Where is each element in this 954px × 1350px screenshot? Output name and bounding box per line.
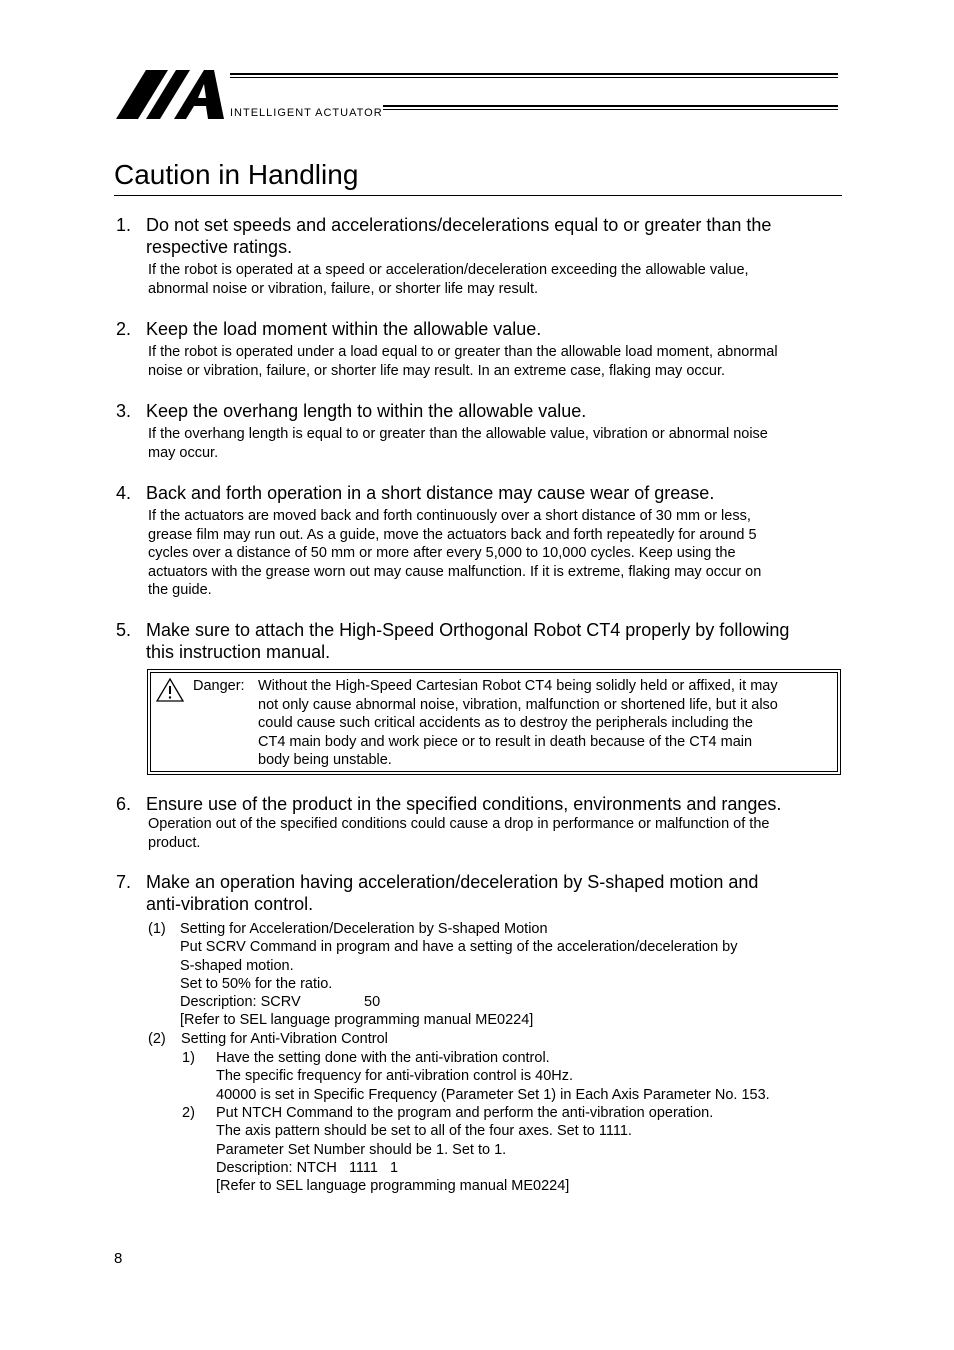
item-number: 6. <box>116 794 132 814</box>
item-number: 3. <box>116 401 132 421</box>
sub-item-1 <box>180 920 840 1030</box>
body-line: Operation out of the specified conditions could cause a drop in performance or malfunction of the <box>148 816 770 832</box>
warning-triangle-icon <box>155 677 185 703</box>
caution-item-7 <box>114 871 844 915</box>
danger-box <box>147 669 841 775</box>
body-line: the guide. <box>148 582 212 598</box>
heading-line: this instruction manual. <box>146 642 331 662</box>
danger-text <box>258 677 838 770</box>
page-header <box>0 0 954 130</box>
item-number: 2. <box>116 319 132 339</box>
item-heading <box>114 400 844 422</box>
body-line: noise or vibration, failure, or shorter life may result. In an extreme case, flaking may occur. <box>148 362 726 379</box>
sub-item-title: Setting for Acceleration/Deceleration by S-shaped Motion <box>180 921 548 937</box>
heading-line: respective ratings. <box>146 237 293 257</box>
body-line: abnormal noise or vibration, failure, or shorter life may result. <box>148 280 539 297</box>
item-heading <box>114 482 844 504</box>
sub-item-2-title: Setting for Anti-Vibration Control <box>181 1031 388 1047</box>
sub-item-line: Parameter Set Number should be 1. Set to 1. <box>216 1141 507 1158</box>
heading-line: Do not set speeds and accelerations/decelerations equal to or greater than the <box>146 215 772 235</box>
item-heading <box>114 793 844 815</box>
sub-sub-item-2-number: 2) <box>182 1105 195 1121</box>
header-rule-top <box>230 73 838 78</box>
item-body <box>114 261 844 298</box>
description-label: Description: SCRV <box>180 994 301 1011</box>
item-body <box>114 425 844 462</box>
body-line: If the actuators are moved back and forth continuously over a short distance of 30 mm or less, <box>148 508 751 524</box>
item-heading <box>114 318 844 340</box>
danger-line: Without the High-Speed Cartesian Robot CT4 being solidly held or affixed, it may <box>258 678 778 694</box>
body-line: product. <box>148 834 201 851</box>
body-line: cycles over a distance of 50 mm or more after every 5,000 to 10,000 cycles. Keep using the <box>148 545 736 561</box>
item-number: 5. <box>116 620 132 640</box>
danger-label: Danger: <box>193 678 245 694</box>
item-number: 4. <box>116 483 132 503</box>
body-line: actuators with the grease worn out may cause malfunction. If it is extreme, flaking may occur on <box>148 563 762 580</box>
caution-item-6 <box>114 793 844 852</box>
page-number: 8 <box>114 1250 123 1267</box>
item-body <box>114 815 844 852</box>
caution-item-3 <box>114 400 844 462</box>
brand-text: INTELLIGENT ACTUATOR <box>230 107 383 119</box>
item-number: 7. <box>116 872 132 892</box>
sub-item-1-number: (1) <box>148 921 166 937</box>
sub-sub-item-1-number: 1) <box>182 1050 195 1066</box>
sub-item-2-number: (2) <box>148 1031 166 1047</box>
heading-line: Keep the overhang length to within the allowable value. <box>146 401 587 421</box>
page-title: Caution in Handling <box>114 159 359 190</box>
sub-item-line: Have the setting done with the anti-vibration control. <box>216 1050 550 1066</box>
caution-item-1 <box>114 214 844 298</box>
caution-item-4 <box>114 482 844 600</box>
sub-item-line: Put NTCH Command to the program and perform the anti-vibration operation. <box>216 1105 714 1121</box>
body-line: If the overhang length is equal to or greater than the allowable value, vibration or abnormal noise <box>148 426 768 442</box>
sub-item-line: The axis pattern should be set to all of the four axes. Set to 1111. <box>216 1123 632 1140</box>
iai-logo <box>116 70 228 120</box>
sub-item-line: 40000 is set in Specific Frequency (Parameter Set 1) in Each Axis Parameter No. 153. <box>216 1086 770 1103</box>
body-line: may occur. <box>148 444 219 461</box>
ntch-description: Description: NTCH 1111 1 <box>216 1159 399 1176</box>
body-line: grease film may run out. As a guide, move the actuators back and forth repeatedly for around 5 <box>148 526 757 543</box>
danger-line: body being unstable. <box>258 752 392 768</box>
sub-sub-item-2 <box>216 1104 841 1195</box>
item-body <box>114 343 844 380</box>
danger-line: not only cause abnormal noise, vibration, malfunction or shortened life, but it also <box>258 696 778 713</box>
danger-line: CT4 main body and work piece or to result in death because of the CT4 main <box>258 733 753 750</box>
heading-line: Ensure use of the product in the specified conditions, environments and ranges. <box>146 794 782 814</box>
heading-line: anti-vibration control. <box>146 894 314 914</box>
scrv-description <box>180 993 840 1011</box>
sub-sub-item-1 <box>216 1049 841 1104</box>
manual-reference: [Refer to SEL language programming manual ME0224] <box>216 1178 570 1195</box>
sub-item-line: The specific frequency for anti-vibration control is 40Hz. <box>216 1068 574 1085</box>
body-line: If the robot is operated at a speed or acceleration/deceleration exceeding the allowable value, <box>148 262 749 278</box>
item-heading <box>114 871 844 915</box>
item-body <box>114 507 844 600</box>
item-heading <box>114 214 844 258</box>
header-rule-bottom <box>383 105 838 110</box>
heading-line: Back and forth operation in a short distance may cause wear of grease. <box>146 483 715 503</box>
sub-item-line: Put SCRV Command in program and have a setting of the acceleration/deceleration by <box>180 939 738 956</box>
manual-reference: [Refer to SEL language programming manual ME0224] <box>180 1012 534 1029</box>
heading-line: Keep the load moment within the allowable value. <box>146 319 542 339</box>
item-heading <box>114 619 844 663</box>
heading-line: Make sure to attach the High-Speed Orthogonal Robot CT4 properly by following <box>146 620 790 640</box>
body-line: If the robot is operated under a load equal to or greater than the allowable load moment, abnormal <box>148 344 778 360</box>
item-number: 1. <box>116 215 132 235</box>
heading-line: Make an operation having acceleration/deceleration by S-shaped motion and <box>146 872 759 892</box>
danger-line: could cause such critical accidents as to destroy the peripherals including the <box>258 715 753 731</box>
sub-item-line: Set to 50% for the ratio. <box>180 975 333 992</box>
title-underline <box>114 195 842 196</box>
description-value: 50 <box>364 994 381 1011</box>
sub-item-line: S-shaped motion. <box>180 957 294 974</box>
caution-item-5 <box>114 619 844 663</box>
caution-item-2 <box>114 318 844 380</box>
